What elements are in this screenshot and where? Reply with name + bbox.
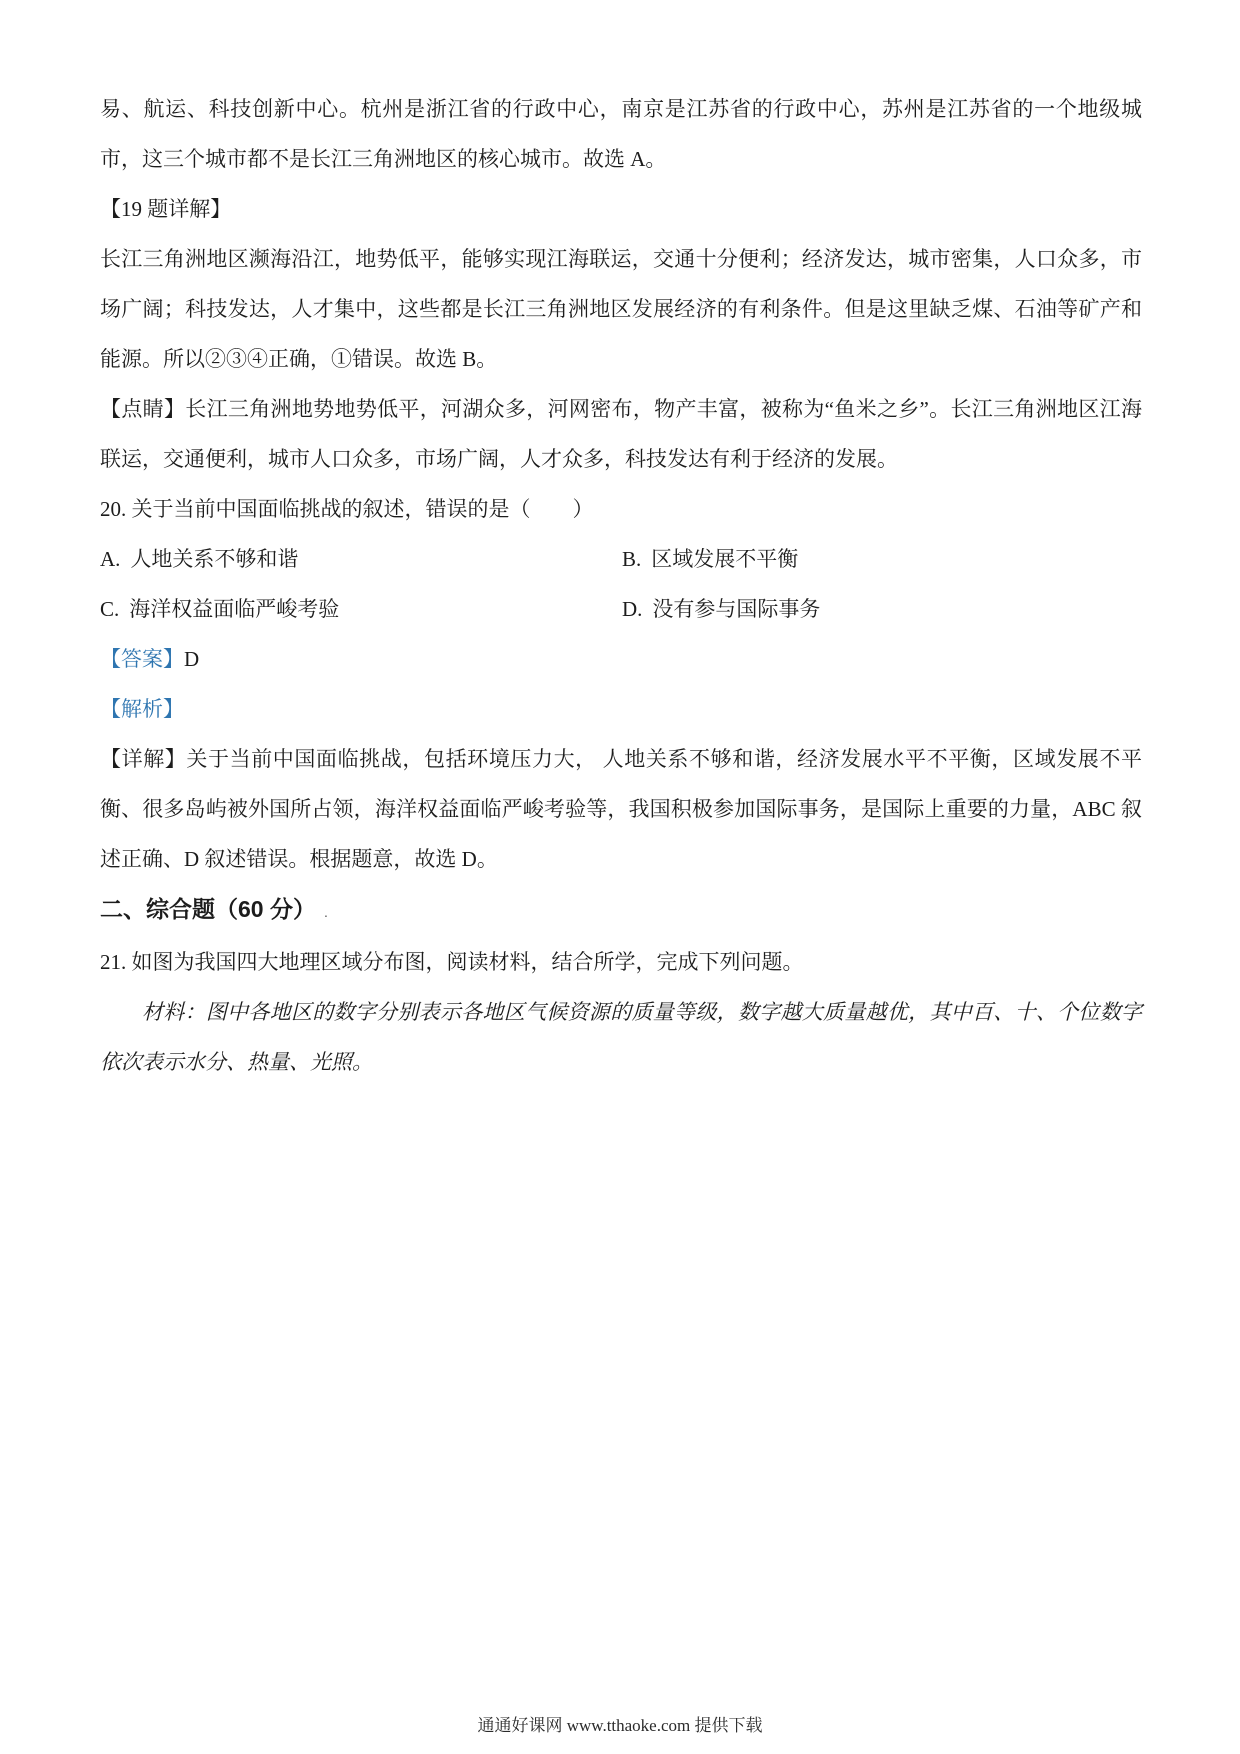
section2-heading-line [100,884,1142,937]
q20-option-c [100,584,622,634]
q20-option-d-text: 没有参与国际事务 [652,597,821,621]
q19-continuation-paragraph: 易、航运、科技创新中心。杭州是浙江省的行政中心，南京是江苏省的行政中心，苏州是江苏省的一个地级城市，这三个城市都不是长江三角洲地区的核心城市。故选 A。 [100,97,1142,171]
q20-options-row-2 [100,584,1142,634]
page-footer: 通通好课网 www.tthaoke.com 提供下载 [477,1716,763,1735]
q21-material-paragraph: 材料：图中各地区的数字分别表示各地区气候资源的质量等级，数字越大质量越优，其中百、十、个位数字依次表示水分、热量、光照。 [100,1000,1142,1074]
q20-option-b [622,534,1142,584]
q20-answer-label: 【答案】 [100,647,184,671]
q20-stem: 20. 关于当前中国面临挑战的叙述，错误的是（ ） [100,497,594,521]
q19-detail-paragraph: 长江三角洲地区濒海沿江，地势低平，能够实现江海联运，交通十分便利；经济发达，城市密集，人口众多，市场广阔；科技发达，人才集中，这些都是长江三角洲地区发展经济的有利条件。但是这里缺乏煤、石油等矿产和能源。所以②③④正确，①错误。故选 B。 [100,247,1142,371]
q20-answer-line [100,634,1142,684]
section2-heading: 二、综合题（60 分） [100,896,316,922]
q19-tip-paragraph: 【点睛】长江三角洲地势地势低平，河湖众多，河网密布，物产丰富，被称为“鱼米之乡”。长江三角洲地区江海联运，交通便利，城市人口众多，市场广阔，人才众多，科技发达有利于经济的发展。 [100,397,1142,471]
q20-option-a-text: 人地关系不够和谐 [130,547,299,571]
q20-option-b-text: 区域发展不平衡 [651,547,799,571]
q20-option-b-letter: B. [622,547,642,571]
q20-option-c-text: 海洋权益面临严峻考验 [129,597,340,621]
q20-answer-value: D [184,647,200,671]
section2-heading-dot: . [323,904,328,920]
q20-analysis-label: 【解析】 [100,697,184,721]
q20-option-c-letter: C. [100,597,120,621]
q20-detail-paragraph: 【详解】关于当前中国面临挑战，包括环境压力大， 人地关系不够和谐，经济发展水平不平衡，区域发展不平衡、很多岛屿被外国所占领，海洋权益面临严峻考验等，我国积极参加国际事务，是国际上重要的力量，ABC 叙述正确、D 叙述错误。根据题意，故选 D。 [100,747,1142,871]
q20-options-row-1 [100,534,1142,584]
q21-stem: 21. 如图为我国四大地理区域分布图，阅读材料，结合所学，完成下列问题。 [100,950,804,974]
q20-analysis-line [100,684,1142,734]
q20-option-a [100,534,622,584]
q20-option-d-letter: D. [622,597,643,621]
q20-option-a-letter: A. [100,547,121,571]
exam-content [100,84,1142,1087]
q19-detail-label: 【19 题详解】 [100,197,232,221]
q20-option-d [622,584,1142,634]
